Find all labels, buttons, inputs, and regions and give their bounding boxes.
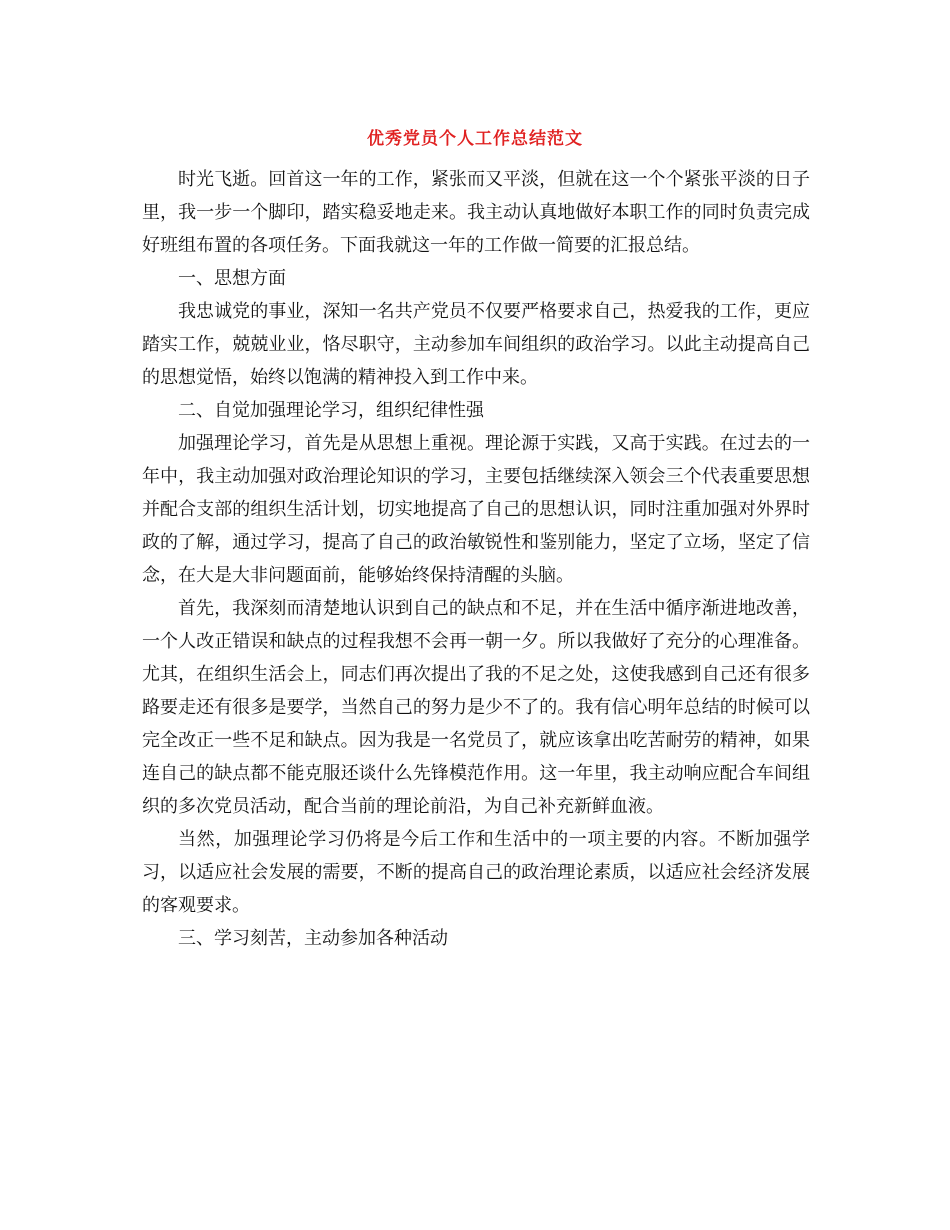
section-heading-1: 一、思想方面 bbox=[178, 268, 286, 289]
paragraph-section-2c: 当然，加强理论学习仍将是今后工作和生活中的一项主要的内容。不断加强学习，以适应社会发展的需要，不断的提高自己的政治理论素质，以适应社会经济发展的客观要求。 bbox=[142, 829, 810, 916]
paragraph-section-2b: 首先，我深刻而清楚地认识到自己的缺点和不足，并在生活中循序渐进地改善，一个人改正错误和缺点的过程我想不会再一朝一夕。所以我做好了充分的心理准备。尤其，在组织生活会上，同志们再次提出了我的不足之处，这使我感到自己还有很多路要走还有很多是要学，当然自己的努力是少不了的。我有信心明年总结的时候可以完全改正一些不足和缺点。因为我是一名党员了，就应该拿出吃苦耐劳的精神，如果连自己的缺点都不能克服还谈什么先锋模范作用。这一年里，我主动响应配合车间组织的多次党员活动，配合当前的理论前沿，为自己补充新鲜血液。 bbox=[142, 598, 810, 817]
document-body bbox=[142, 163, 810, 955]
section-heading-3: 三、学习刻苦，主动参加各种活动 bbox=[178, 928, 448, 949]
section-heading-2: 二、自觉加强理论学习，组织纪律性强 bbox=[178, 400, 484, 421]
paragraph-section-2a: 加强理论学习，首先是从思想上重视。理论源于实践，又高于实践。在过去的一年中，我主动加强对政治理论知识的学习，主要包括继续深入领会三个代表重要思想并配合支部的组织生活计划，切实地提高了自己的思想认识，同时注重加强对外界时政的了解，通过学习，提高了自己的政治敏锐性和鉴别能力，坚定了立场，坚定了信念，在大是大非问题面前，能够始终保持清醒的头脑。 bbox=[142, 433, 810, 586]
paragraph-intro: 时光飞逝。回首这一年的工作，紧张而又平淡，但就在这一个个紧张平淡的日子里，我一步一个脚印，踏实稳妥地走来。我主动认真地做好本职工作的同时负责完成好班组布置的各项任务。下面我就这一年的工作做一简要的汇报总结。 bbox=[142, 169, 810, 256]
paragraph-section-1: 我忠诚党的事业，深知一名共产党员不仅要严格要求自己，热爱我的工作，更应踏实工作，兢兢业业，恪尽职守，主动参加车间组织的政治学习。以此主动提高自己的思想觉悟，始终以饱满的精神投入到工作中来。 bbox=[142, 301, 810, 388]
document-title: 优秀党员个人工作总结范文 bbox=[367, 129, 583, 149]
